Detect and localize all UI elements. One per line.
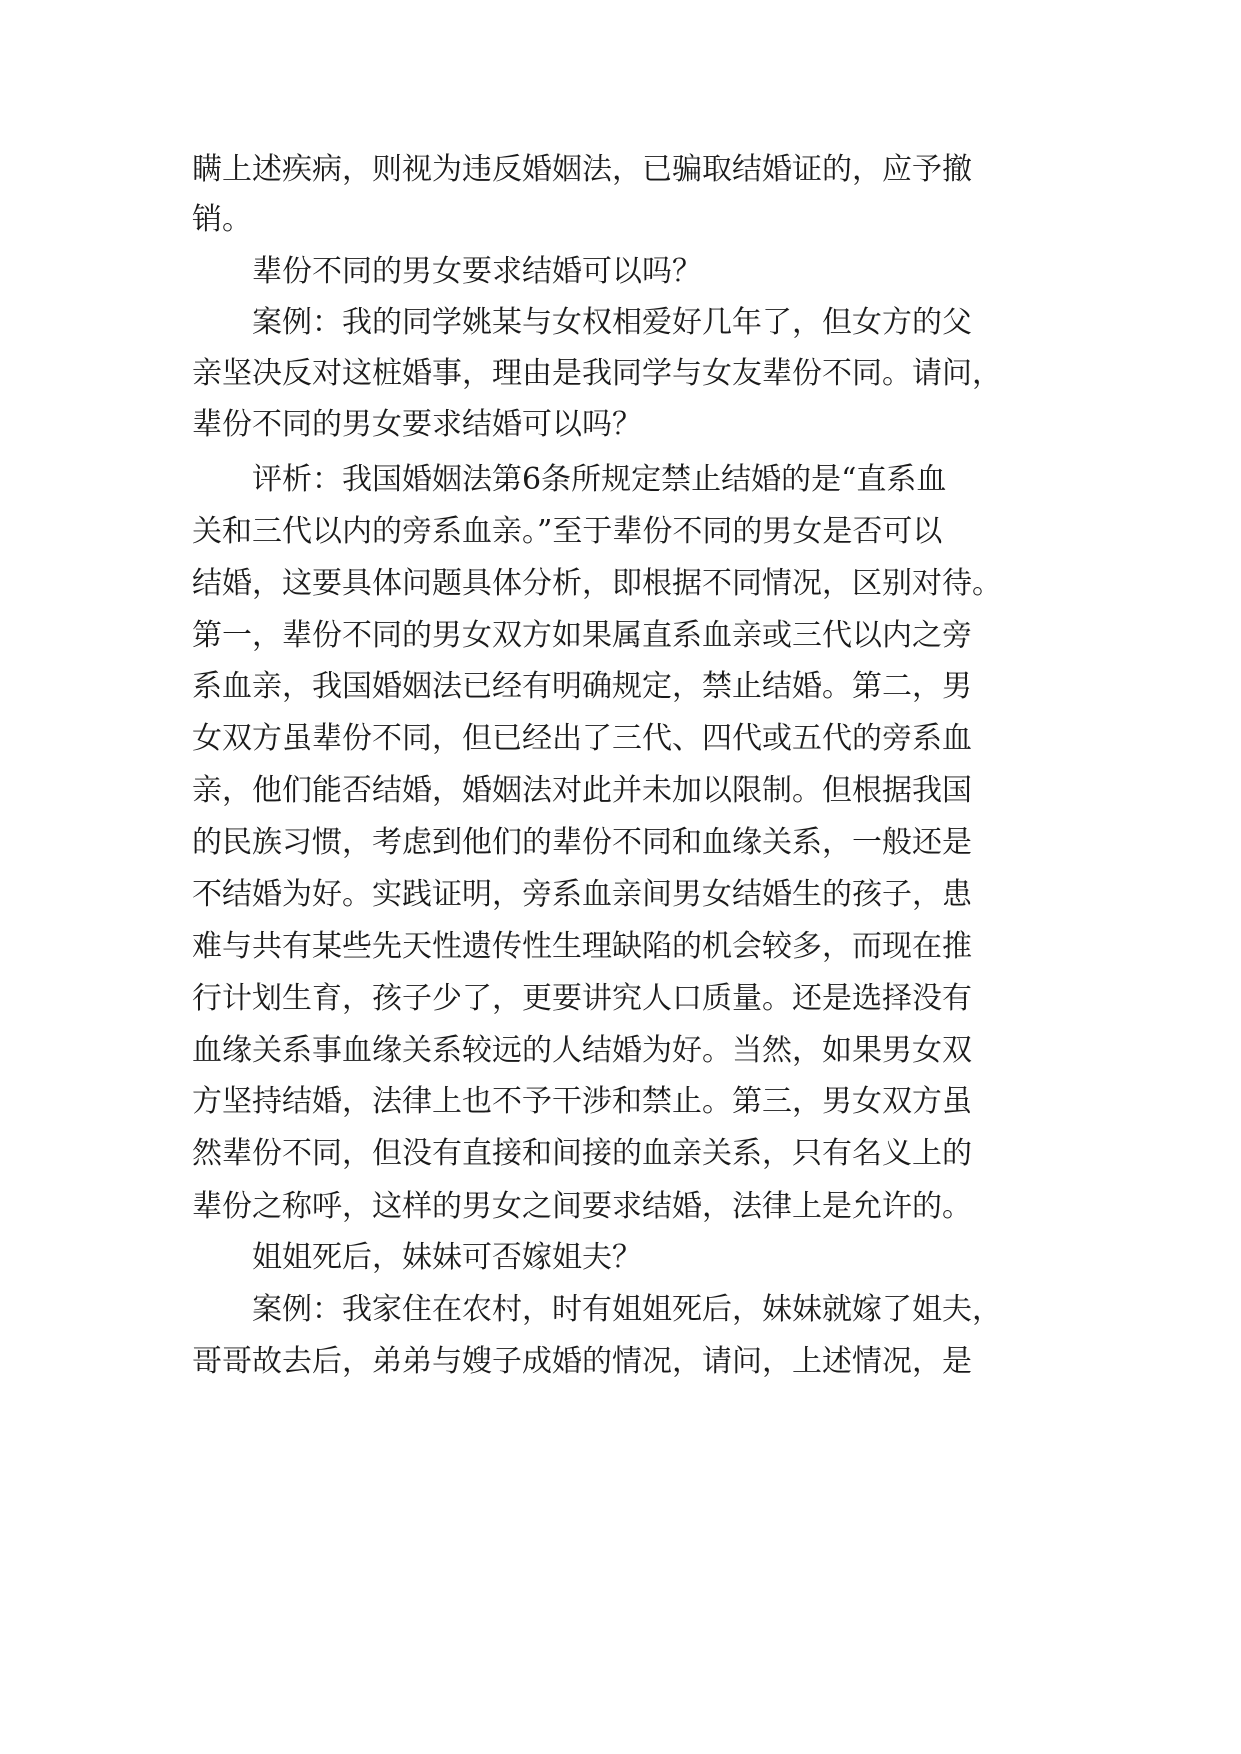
text-line: 难与共有某些先天性遗传性生理缺陷的机会较多，而现在推 bbox=[192, 929, 972, 964]
text-line: 亲，他们能否结婚，婚姻法对此并未加以限制。但根据我国 bbox=[192, 773, 972, 808]
text-line: 瞒上述疾病，则视为违反婚姻法，已骗取结婚证的，应予撤 bbox=[192, 152, 972, 187]
text-line: 不结婚为好。实践证明，旁系血亲间男女结婚生的孩子，患 bbox=[192, 877, 972, 912]
text-line: 方坚持结婚，法律上也不予干涉和禁止。第三，男女双方虽 bbox=[192, 1084, 972, 1119]
text-line: 评析：我国婚姻法第6条所规定禁止结婚的是“直系血 bbox=[252, 462, 947, 497]
text-line: 结婚，这要具体问题具体分析，即根据不同情况，区别对待。 bbox=[192, 566, 1002, 601]
text-line: 辈份不同的男女要求结婚可以吗？ bbox=[192, 407, 642, 442]
text-line: 的民族习惯，考虑到他们的辈份不同和血缘关系，一般还是 bbox=[192, 825, 972, 860]
text-line: 第一，辈份不同的男女双方如果属直系血亲或三代以内之旁 bbox=[192, 618, 972, 653]
text-line: 行计划生育，孩子少了，更要讲究人口质量。还是选择没有 bbox=[192, 981, 972, 1016]
text-line: 系血亲，我国婚姻法已经有明确规定，禁止结婚。第二，男 bbox=[192, 669, 972, 704]
text-line: 哥哥故去后，弟弟与嫂子成婚的情况，请问，上述情况，是 bbox=[192, 1344, 972, 1379]
text-line: 销。 bbox=[192, 202, 252, 237]
text-line: 女双方虽辈份不同，但已经出了三代、四代或五代的旁系血 bbox=[192, 721, 972, 756]
text-line: 案例：我的同学姚某与女权相爱好几年了，但女方的父 bbox=[252, 305, 972, 340]
text-line: 案例：我家住在农村，时有姐姐死后，妹妹就嫁了姐夫， bbox=[252, 1292, 1002, 1327]
text-line: 辈份之称呼，这样的男女之间要求结婚，法律上是允许的。 bbox=[192, 1189, 972, 1224]
question-heading: 姐姐死后，妹妹可否嫁姐夫？ bbox=[252, 1240, 642, 1275]
text-line: 关和三代以内的旁系血亲。”至于辈份不同的男女是否可以 bbox=[192, 514, 943, 549]
question-heading: 辈份不同的男女要求结婚可以吗？ bbox=[252, 254, 702, 289]
text-line: 血缘关系事血缘关系较远的人结婚为好。当然，如果男女双 bbox=[192, 1033, 972, 1068]
text-line: 然辈份不同，但没有直接和间接的血亲关系，只有名义上的 bbox=[192, 1136, 972, 1171]
text-line: 亲坚决反对这桩婚事，理由是我同学与女友辈份不同。请问， bbox=[192, 356, 1002, 391]
